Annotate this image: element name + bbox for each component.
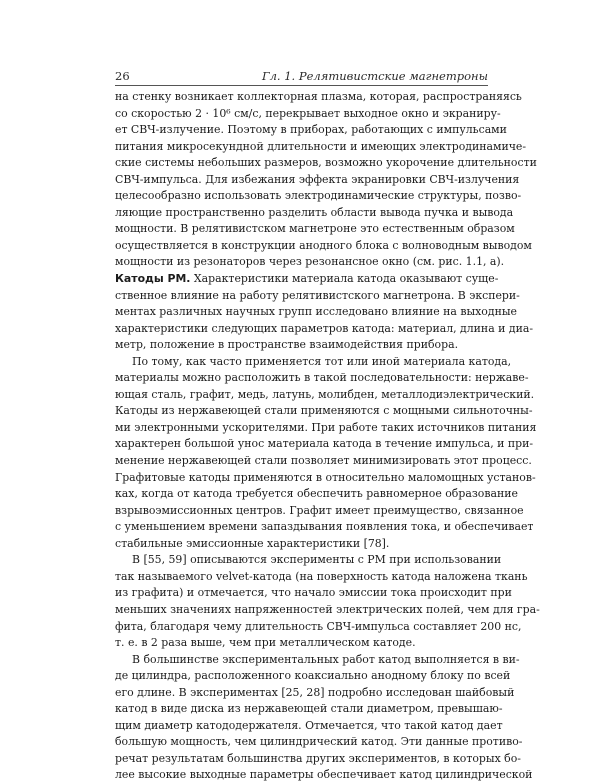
- line-text: лее высокие выходные параметры обеспечивает катод цилиндрической: [115, 768, 533, 782]
- text-line: [115, 354, 512, 371]
- line-text: меньших значениях напряженностей электрических полей, чем для гра-: [115, 602, 540, 616]
- text-line: [115, 288, 520, 305]
- paragraph: [115, 271, 534, 354]
- line-text: ственное влияние на работу релятивистского магнетрона. В экспери-: [115, 288, 520, 302]
- line-text: стабильные эмиссионные характеристики [78].: [115, 536, 390, 550]
- line-text: с уменьшением времени запаздывания появления тока, и обеспечивает: [115, 520, 534, 534]
- text-line: [115, 668, 511, 685]
- text-line: [115, 734, 523, 751]
- line-text: В большинстве экспериментальных работ катод выполняется в ви-: [132, 652, 520, 666]
- book-page: [115, 0, 540, 782]
- line-text: взрывоэмиссионных центров. Графит имеет преимущество, связанное: [115, 503, 524, 517]
- text-line: [115, 304, 517, 321]
- text-line: [115, 619, 522, 636]
- text-line: [115, 370, 529, 387]
- text-line: [115, 503, 524, 520]
- line-text: Характеристики материала катода оказывают суще-: [193, 272, 499, 286]
- text-line: [115, 139, 527, 156]
- line-text: питания микросекундной длительности и имеющих электродинамиче-: [115, 139, 527, 153]
- line-text: осуществляется в конструкции анодного блока с волноводным выводом: [115, 238, 532, 252]
- line-text: ет СВЧ-излучение. Поэтому в приборах, работающих с импульсами: [115, 123, 507, 137]
- text-line: [115, 420, 537, 437]
- line-text: его длине. В экспериментах [25, 28] подробно исследован шайбовый: [115, 685, 515, 699]
- line-text: ках, когда от катода требуется обеспечить равномерное образование: [115, 487, 518, 501]
- paragraph: [115, 354, 537, 553]
- paragraph: [115, 89, 537, 271]
- text-line: [115, 436, 534, 453]
- text-line: [115, 602, 540, 619]
- line-text: речат результатам большинства других экспериментов, в которых бо-: [115, 751, 521, 765]
- header-rule: [115, 85, 488, 86]
- line-text: на стенку возникает коллекторная плазма, которая, распространяясь: [115, 90, 522, 103]
- section-run-in-heading: Катоды РМ.: [115, 272, 191, 286]
- line-text: катод в виде диска из нержавеющей стали диаметром, превышаю-: [115, 702, 503, 716]
- text-line: [115, 221, 515, 238]
- line-text: из графита) и отмечается, что начало эмиссии тока происходит при: [115, 586, 512, 600]
- text-line: [115, 172, 520, 189]
- text-line: [115, 652, 520, 669]
- text-line: [115, 685, 515, 702]
- text-line: [115, 552, 502, 569]
- text-line: [115, 486, 518, 503]
- line-text: В [55, 59] описываются эксперименты с РМ при использовании: [132, 553, 502, 567]
- line-text: материалы можно расположить в такой последовательности: нержаве-: [115, 371, 529, 385]
- text-line: [115, 321, 534, 338]
- line-text: большую мощность, чем цилиндрический катод. Эти данные противо-: [115, 735, 523, 749]
- text-line: [115, 205, 514, 222]
- paragraph: [115, 552, 540, 651]
- text-line: [115, 536, 488, 553]
- text-line: [115, 238, 532, 255]
- line-text: ми электронными ускорителями. При работе таких источников питания: [115, 420, 537, 434]
- line-text: Графитовые катоды применяются в относительно маломощных установ-: [115, 470, 536, 484]
- line-text: фита, благодаря чему длительность СВЧ-импульса составляет 200 нс,: [115, 619, 522, 633]
- paragraph: [115, 652, 533, 784]
- text-line: [115, 718, 503, 735]
- text-line: [115, 254, 505, 271]
- text-line: [115, 122, 507, 139]
- text-line: [115, 751, 521, 768]
- text-line: [115, 188, 522, 205]
- text-line: [115, 701, 503, 718]
- text-line: [115, 155, 537, 172]
- line-text: характерен большой унос материала катода в течение импульса, и при-: [115, 437, 534, 451]
- text-line: [115, 106, 501, 123]
- text-line: [115, 337, 488, 354]
- line-text: характеристики следующих параметров катода: материал, длина и диа-: [115, 321, 534, 335]
- line-text: так называемого velvet-катода (на поверхность катода наложена ткань: [115, 569, 528, 583]
- line-text: метр, положение в пространстве взаимодействия прибора.: [115, 338, 459, 352]
- line-text: ющая сталь, графит, медь, латунь, молибден, металлодиэлектрический.: [115, 387, 535, 401]
- line-text: СВЧ-импульса. Для избежания эффекта экранировки СВЧ-излучения: [115, 172, 520, 186]
- text-line: [115, 635, 488, 652]
- text-line: [115, 271, 499, 288]
- line-text: ляющие пространственно разделить области вывода пучка и вывода: [115, 205, 514, 219]
- text-line: [115, 89, 522, 106]
- line-text: со скоростью 2 · 10⁶ см/с, перекрывает выходное окно и экраниру-: [115, 106, 501, 120]
- text-line: [115, 470, 536, 487]
- line-text: ские системы небольших размеров, возможно укорочение длительности: [115, 156, 537, 170]
- line-text: Катоды из нержавеющей стали применяются с мощными сильноточны-: [115, 404, 533, 418]
- text-line: [115, 767, 533, 784]
- line-text: По тому, как часто применяется тот или иной материала катода,: [132, 354, 512, 368]
- line-text: целесообразно использовать электродинамические структуры, позво-: [115, 189, 522, 203]
- text-line: [115, 387, 535, 404]
- line-text: менение нержавеющей стали позволяет минимизировать этот процесс.: [115, 454, 532, 468]
- line-text: ментах различных научных групп исследовано влияние на выходные: [115, 305, 517, 319]
- line-text: де цилиндра, расположенного коаксиально анодному блоку по всей: [115, 669, 511, 683]
- line-text: щим диаметр катододержателя. Отмечается, что такой катод дает: [115, 718, 503, 732]
- text-line: [115, 403, 533, 420]
- text-line: [115, 519, 534, 536]
- running-head: [115, 68, 488, 84]
- chapter-title: Гл. 1. Релятивистские магнетроны: [261, 69, 488, 83]
- line-text: мощности. В релятивистском магнетроне это естественным образом: [115, 222, 515, 236]
- line-text: мощности из резонаторов через резонансное окно (см. рис. 1.1, а).: [115, 255, 505, 269]
- text-line: [115, 585, 512, 602]
- page-number: 26: [115, 69, 130, 83]
- line-text: т. е. в 2 раза выше, чем при металлическом катоде.: [115, 636, 416, 650]
- text-line: [115, 453, 532, 470]
- text-line: [115, 569, 528, 586]
- body-text: [115, 89, 540, 784]
